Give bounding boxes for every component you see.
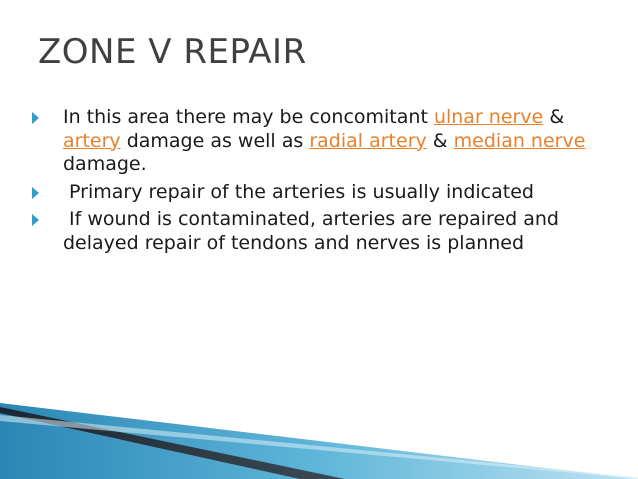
slide-title: ZONE V REPAIR: [38, 32, 307, 72]
triangle-bullet-icon: [32, 187, 39, 199]
bullet-text: Primary repair of the arteries is usually indicated: [63, 180, 534, 203]
bullet-text: If wound is contaminated, arteries are repaired and delayed repair of tendons and nerves is planned: [63, 208, 566, 254]
bullet-item-contaminated-wound: [30, 208, 605, 255]
artery-link[interactable]: artery: [63, 129, 121, 152]
bullet-text: In this area there may be concomitant: [63, 106, 434, 128]
bullet-text: &: [426, 129, 454, 152]
radial-artery-link[interactable]: radial artery: [309, 129, 427, 152]
ulnar-nerve-link[interactable]: ulnar nerve: [433, 106, 544, 128]
median-nerve-link[interactable]: median nerve: [453, 129, 586, 152]
triangle-bullet-icon: [32, 112, 39, 124]
bullet-item-primary-repair: [30, 181, 605, 205]
footer-decoration: [0, 389, 638, 479]
bullet-list: [30, 106, 605, 259]
bullet-item-concomitant-damage: [30, 106, 605, 177]
teal-swoosh-shape: [0, 403, 638, 479]
bullet-text: damage.: [63, 153, 147, 175]
bullet-text: &: [543, 106, 565, 128]
triangle-bullet-icon: [32, 214, 39, 226]
bullet-text: damage as well as: [120, 129, 310, 152]
